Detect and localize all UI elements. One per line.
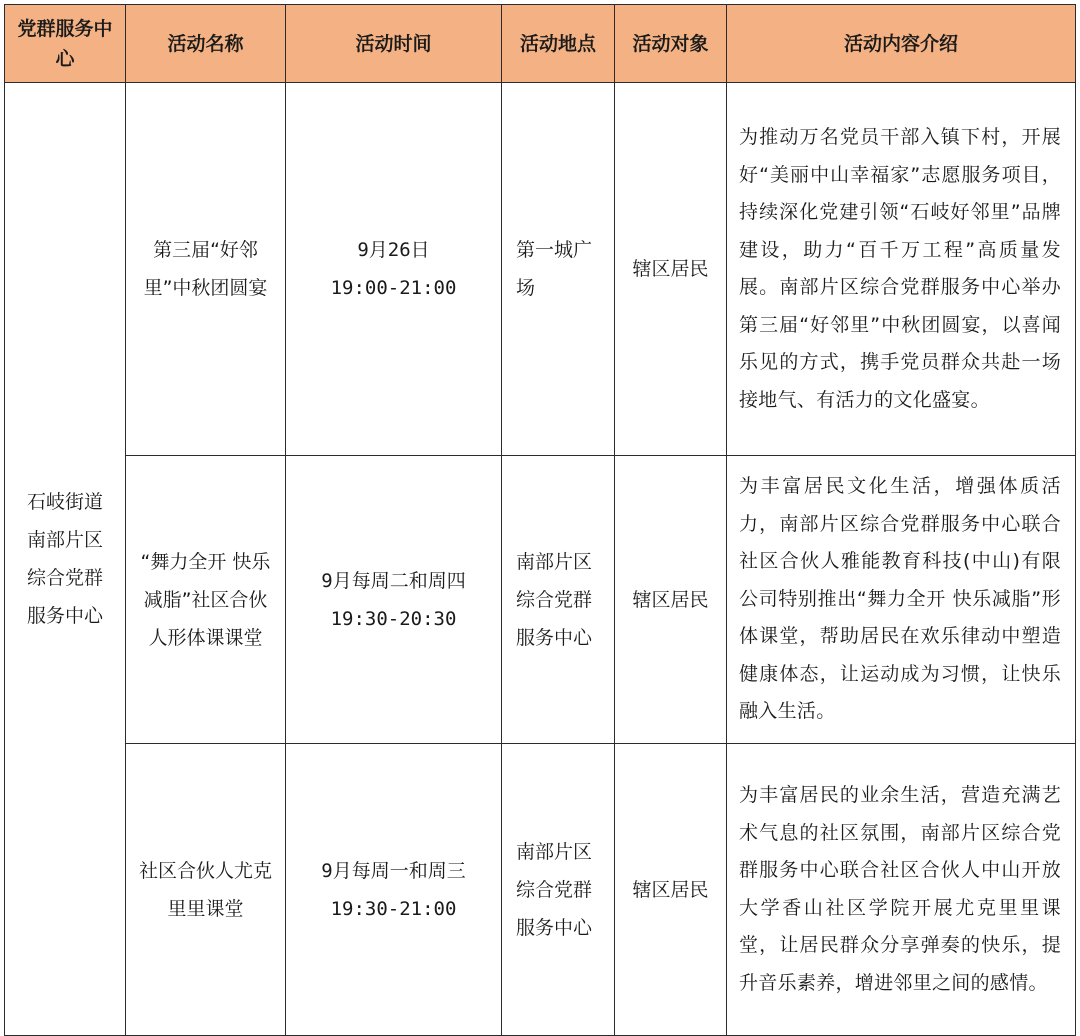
- activity-table-wrapper: [4, 4, 1075, 1036]
- activity-target-cell: 辖区居民: [615, 83, 727, 456]
- activity-hours: 19:30-20:30: [330, 607, 457, 630]
- activity-place-cell: 南部片区综合党群服务中心: [502, 744, 615, 1036]
- table-row: [5, 83, 1076, 456]
- table-row: [5, 456, 1076, 744]
- center-name-cell: 石岐街道南部片区综合党群服务中心: [5, 83, 126, 1036]
- header-activity-target: 活动对象: [615, 5, 727, 83]
- activity-time-cell: [286, 456, 502, 744]
- activity-target-cell: 辖区居民: [615, 456, 727, 744]
- activity-name-cell: “舞力全开 快乐减脂”社区合伙人形体课课堂: [126, 456, 286, 744]
- table-header-row: [5, 5, 1076, 83]
- activity-intro-cell: 为丰富居民文化生活，增强体质活力，南部片区综合党群服务中心联合社区合伙人雅能教育科技(中山)有限公司特别推出“舞力全开 快乐减脂”形体课堂，帮助居民在欢乐律动中塑造健康体态，让运动成为习惯，让快乐融入生活。: [727, 456, 1076, 744]
- header-activity-time: 活动时间: [286, 5, 502, 83]
- activity-time-cell: [286, 83, 502, 456]
- activity-name-cell: 社区合伙人尤克里里课堂: [126, 744, 286, 1036]
- header-activity-place: 活动地点: [502, 5, 615, 83]
- activity-intro-cell: 为丰富居民的业余生活，营造充满艺术气息的社区氛围，南部片区综合党群服务中心联合社区合伙人中山开放大学香山社区学院开展尤克里里课堂，让居民群众分享弹奏的快乐，提升音乐素养，增进邻里之间的感情。: [727, 744, 1076, 1036]
- activity-place-cell: 南部片区综合党群服务中心: [502, 456, 615, 744]
- activity-date: 9月26日: [357, 239, 430, 261]
- activity-target-cell: 辖区居民: [615, 744, 727, 1036]
- table-row: [5, 744, 1076, 1036]
- activity-hours: 19:00-21:00: [330, 277, 457, 299]
- activity-name-cell: 第三届“好邻里”中秋团圆宴: [126, 83, 286, 456]
- activity-date: 9月每周一和周三: [321, 859, 466, 882]
- header-activity-intro: 活动内容介绍: [727, 5, 1076, 83]
- header-activity-name: 活动名称: [126, 5, 286, 83]
- activity-intro-cell: 为推动万名党员干部入镇下村，开展好“美丽中山幸福家”志愿服务项目，持续深化党建引领“石岐好邻里”品牌建设，助力“百千万工程”高质量发展。南部片区综合党群服务中心举办第三届“好邻里”中秋团圆宴，以喜闻乐见的方式，携手党员群众共赴一场接地气、有活力的文化盛宴。: [727, 83, 1076, 456]
- activity-hours: 19:30-21:00: [330, 897, 457, 920]
- activity-table: [4, 4, 1076, 1036]
- activity-place-cell: 第一城广场: [502, 83, 615, 456]
- activity-date: 9月每周二和周四: [321, 569, 466, 592]
- header-center: 党群服务中心: [5, 5, 126, 83]
- activity-time-cell: [286, 744, 502, 1036]
